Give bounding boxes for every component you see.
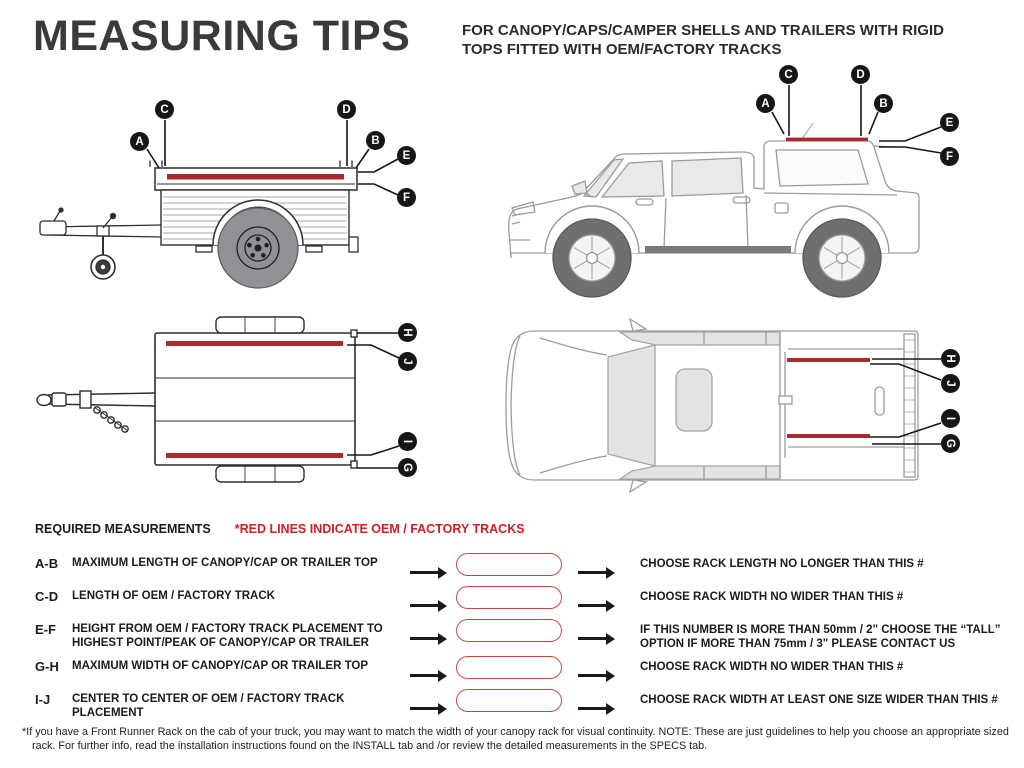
callout-f-badge: F	[397, 188, 416, 207]
callout-j-badge: J	[941, 374, 960, 393]
callout-g-badge: G	[398, 458, 417, 477]
row-description: LENGTH OF OEM / FACTORY TRACK	[72, 590, 275, 602]
callout-c-badge: C	[155, 100, 174, 119]
truck-side-diagram	[509, 85, 941, 297]
callout-c-badge: C	[779, 65, 798, 84]
measurements-table	[35, 555, 1010, 727]
callout-a-badge: A	[130, 132, 149, 151]
arrow-right-icon	[578, 571, 607, 574]
callout-e-badge: E	[940, 113, 959, 132]
trailer-side-diagram	[40, 120, 398, 288]
measurement-row-cd	[35, 588, 1010, 614]
row-description: CENTER TO CENTER OF OEM / FACTORY TRACK PLACEMENT	[72, 693, 345, 719]
callout-i-badge: I	[941, 409, 960, 428]
measurement-value-field[interactable]	[456, 656, 562, 679]
row-result: CHOOSE RACK WIDTH NO WIDER THAN THIS #	[640, 661, 904, 673]
row-result: CHOOSE RACK WIDTH AT LEAST ONE SIZE WIDER THAN THIS #	[640, 694, 998, 706]
callout-f-badge: F	[940, 147, 959, 166]
row-description: MAXIMUM WIDTH OF CANOPY/CAP OR TRAILER TOP	[72, 660, 369, 672]
arrow-right-icon	[410, 707, 439, 710]
row-result: CHOOSE RACK WIDTH NO WIDER THAN THIS #	[640, 591, 904, 603]
callout-j-badge: J	[398, 352, 417, 371]
callout-g-badge: G	[941, 434, 960, 453]
callout-d-badge: D	[337, 100, 356, 119]
measurement-row-ef	[35, 621, 1010, 651]
arrow-right-icon	[578, 604, 607, 607]
callout-b-badge: B	[366, 131, 385, 150]
callout-h-badge: H	[941, 349, 960, 368]
measurement-row-ij	[35, 691, 1010, 720]
measurement-row-gh	[35, 658, 1010, 684]
arrow-right-icon	[410, 604, 439, 607]
row-id: E-F	[35, 622, 56, 637]
measurement-value-field[interactable]	[456, 619, 562, 642]
measurements-section-header	[35, 522, 525, 536]
callout-d-badge: D	[851, 65, 870, 84]
arrow-right-icon	[578, 707, 607, 710]
row-description: MAXIMUM LENGTH OF CANOPY/CAP OR TRAILER TOP	[72, 557, 378, 569]
page-title: MEASURING TIPS	[33, 12, 411, 60]
callout-h-badge: H	[398, 323, 417, 342]
arrow-right-icon	[578, 674, 607, 677]
arrow-right-icon	[578, 637, 607, 640]
section-title: REQUIRED MEASUREMENTS	[35, 522, 211, 536]
page-subtitle: FOR CANOPY/CAPS/CAMPER SHELLS AND TRAILERS WITH RIGID TOPS FITTED WITH OEM/FACTORY TRACKS	[462, 22, 944, 58]
row-id: C-D	[35, 589, 59, 604]
truck-top-diagram	[506, 319, 941, 492]
measurement-value-field[interactable]	[456, 586, 562, 609]
row-description: HEIGHT FROM OEM / FACTORY TRACK PLACEMENT TO HIGHEST POINT/PEAK OF CANOPY/CAP OR TRAILER	[72, 623, 383, 649]
callout-a-badge: A	[756, 94, 775, 113]
row-id: I-J	[35, 692, 51, 707]
arrow-right-icon	[410, 674, 439, 677]
measurement-row-ab	[35, 555, 1010, 581]
callout-e-badge: E	[397, 146, 416, 165]
arrow-right-icon	[410, 637, 439, 640]
row-result: CHOOSE RACK LENGTH NO LONGER THAN THIS #	[640, 558, 924, 570]
callout-i-badge: I	[398, 432, 417, 451]
measurement-value-field[interactable]	[456, 689, 562, 712]
arrow-right-icon	[410, 571, 439, 574]
row-id: G-H	[35, 659, 59, 674]
measurement-value-field[interactable]	[456, 553, 562, 576]
callout-b-badge: B	[874, 94, 893, 113]
row-result: IF THIS NUMBER IS MORE THAN 50mm / 2" CHOOSE THE “TALL” OPTION IF MORE THAN 75mm / 3" PLEASE CONTACT US	[640, 624, 1001, 650]
trailer-top-diagram	[37, 317, 399, 482]
red-lines-legend: *RED LINES INDICATE OEM / FACTORY TRACKS	[234, 522, 525, 536]
row-id: A-B	[35, 556, 59, 571]
footnote: *If you have a Front Runner Rack on the cab of your truck, you may want to match the width of your canopy rack for visual continuity. NOTE: These are just guidelines to help you choose an appropriate sized rack. For further info, read the installation instructions found on the INSTALL tab and /or review the detailed measurements in the SPECS tab.	[22, 726, 1009, 752]
